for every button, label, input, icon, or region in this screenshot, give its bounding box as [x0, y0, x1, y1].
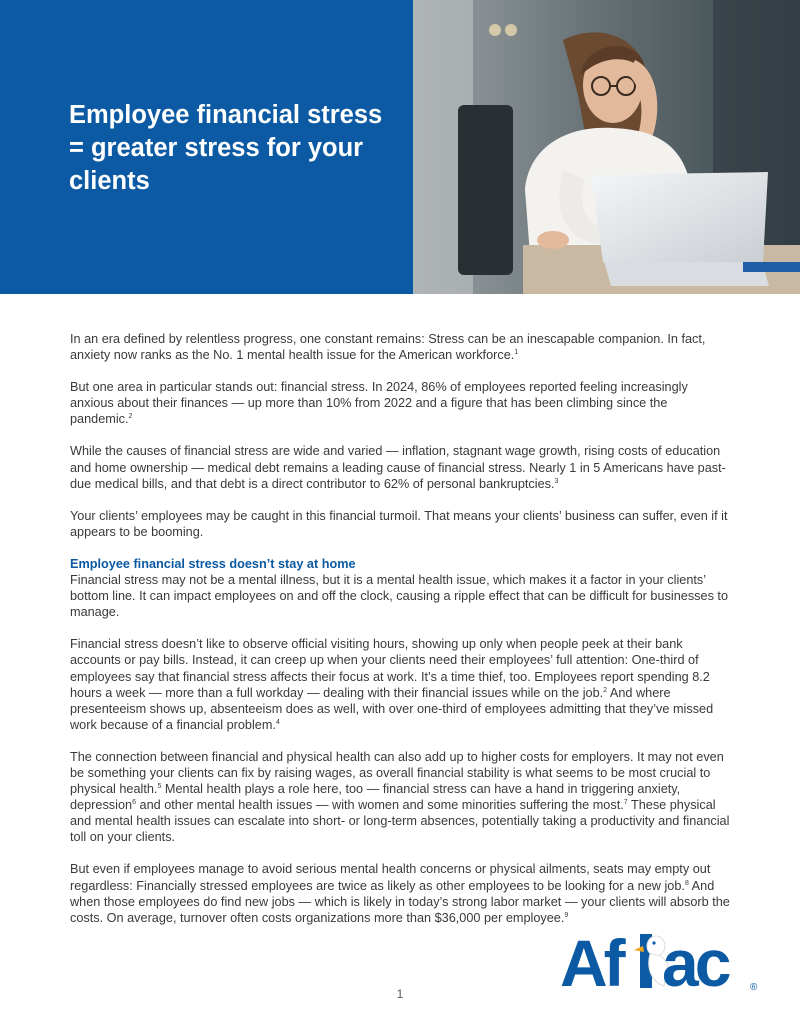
svg-text:ac: ac	[662, 926, 728, 996]
paragraph-text: These physical and mental health issues can escalate into short- or long-term absences, potentially taking a productivity and financial toll on your clients.	[70, 798, 730, 845]
paragraph-text: And when those employees do find new jobs — which is likely in today’s strong labor market — your clients will absorb the costs. On average, turnover often costs organizations more than $36,000 per employee.	[70, 878, 730, 925]
paragraph-text: Financial stress doesn’t like to observe official visiting hours, showing up only when people peek at their bank accounts or pay bills. Instead, it can creep up when your clients need their employees’ full attention: One-third of employees say that financial stress affects their focus at work. It’s a time thief, too. Employees report spending 8.2 hours a week — more than a full workday — dealing with their financial issues while on the job.	[70, 637, 710, 700]
svg-text:Af: Af	[560, 926, 622, 996]
footnote-ref: 2	[603, 686, 608, 694]
paragraph-text: In an era defined by relentless progress, one constant remains: Stress can be an inescapable companion. In fact, anxiety now ranks as the No. 1 mental health issue for the American workforce.	[70, 332, 706, 363]
hero-title-panel	[0, 0, 413, 294]
paragraph-physical-health	[70, 749, 732, 846]
footnote-ref: 9	[564, 911, 569, 919]
paragraph-intro	[70, 331, 732, 363]
registered-mark: ®	[750, 982, 758, 993]
page-number: 1	[396, 987, 404, 1001]
footnote-ref: 7	[623, 798, 628, 806]
paragraph-causes	[70, 443, 732, 491]
paragraph-text: Financial stress may not be a mental illness, but it is a mental health issue, which makes it a factor in your clients’ bottom line. It can impact employees on and off the clock, causing a ripple effect that can be difficult for businesses to manage.	[70, 573, 729, 620]
paragraph-text: But even if employees manage to avoid serious mental health concerns or physical ailments, seats may empty out regardless: Financially stressed employees are twice as likely as other employees to be looking for a new job.	[70, 862, 711, 893]
footnote-ref: 3	[554, 477, 559, 485]
footnote-ref: 6	[132, 798, 136, 806]
stressed-woman-laptop-image	[413, 0, 800, 294]
aflac-logo-mark	[560, 924, 765, 996]
page-title: Employee financial stress = greater stress for your clients	[69, 101, 383, 195]
paragraph-turmoil	[70, 508, 732, 540]
paragraph-text: And where presenteeism shows up, absenteeism does as well, with over one-third of employees admitting that they’ve missed work because of a financial problem.	[70, 685, 714, 732]
paragraph-text: and other mental health issues — with women and some minorities suffering the most.	[135, 798, 624, 813]
paragraph-text: The connection between financial and physical health can also add up to higher costs for employers. It may not even be something your clients can fix by raising wages, as overall financial stability is what seems to be most crucial to physical health.	[70, 749, 724, 797]
paragraph-visiting-hours	[70, 636, 732, 733]
footnote-ref: 8	[684, 879, 689, 887]
paragraph-turnover	[70, 861, 732, 925]
paragraph-text: But one area in particular stands out: financial stress. In 2024, 86% of employees reported feeling increasingly anxious about their finances — up more than 10% from 2022 and a figure that has been climbing since the pandemic.	[70, 380, 688, 427]
paragraph-text: Your clients’ employees may be caught in this financial turmoil. That means your clients’ business can suffer, even if it appears to be booming.	[70, 508, 728, 539]
section-heading: Employee financial stress doesn’t stay at home	[70, 556, 356, 571]
paragraph-text: Mental health plays a role here, too — financial stress can have a hand in triggering anxiety, depression	[70, 782, 681, 813]
footnote-ref: 2	[128, 413, 133, 421]
footnote-ref: 4	[275, 718, 280, 726]
paragraph-text: While the causes of financial stress are wide and varied — inflation, stagnant wage growth, rising costs of education and home ownership — medical debt remains a leading cause of financial stress. Nearly 1 in 5 Americans have past-due medical bills, and that debt is a direct contributor to 62% of personal bankruptcies.	[70, 444, 726, 491]
hero-photo	[413, 0, 800, 294]
paragraph-financial-stress	[70, 379, 732, 427]
footnote-ref: 5	[157, 782, 162, 790]
article-body	[70, 331, 732, 942]
hero-banner	[0, 0, 800, 294]
paragraph-mental-health	[70, 572, 732, 620]
aflac-logo	[560, 924, 765, 996]
footnote-ref: 1	[514, 348, 519, 356]
